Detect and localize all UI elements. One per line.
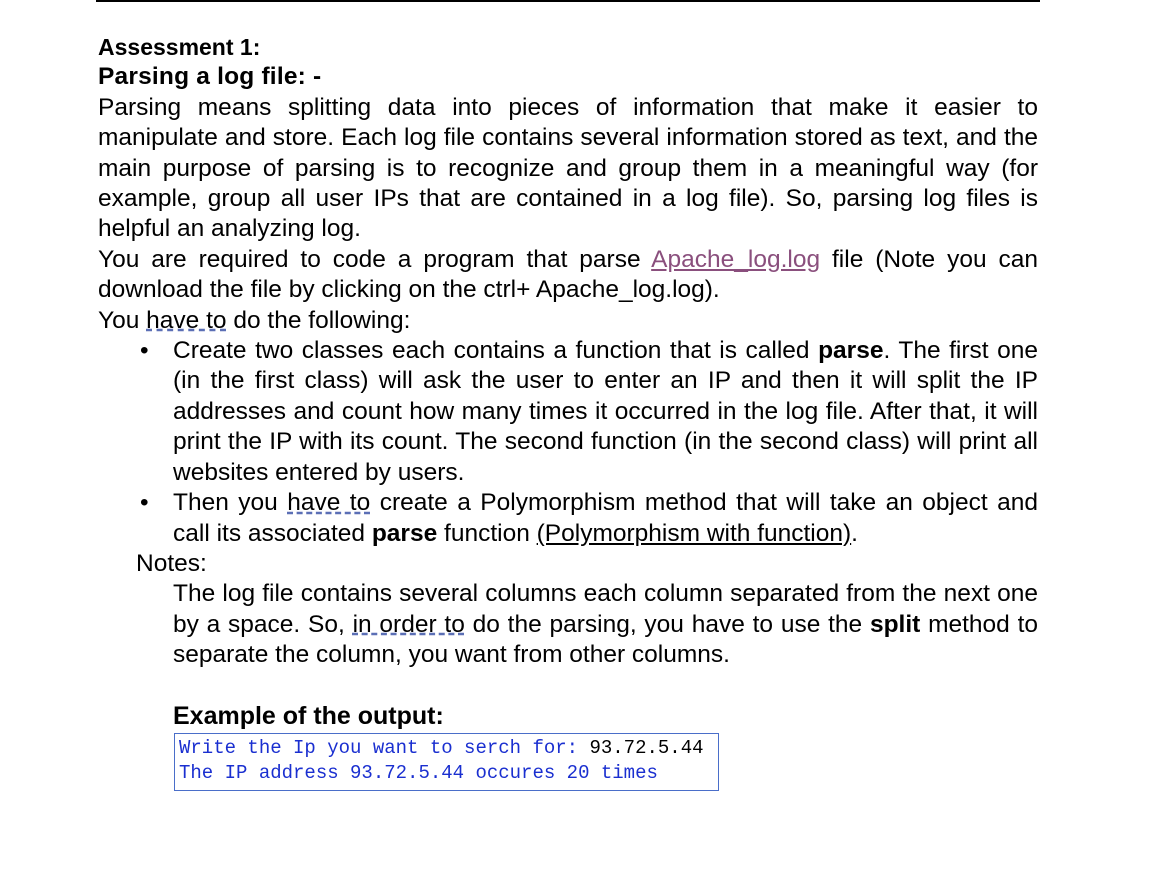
- notes-part2: do the parsing, you have to use the: [464, 610, 870, 638]
- bullet2-bold: parse: [371, 519, 438, 547]
- bullet1-part2: . The first one (in the first class) will ask the user to enter an IP and then it will split the IP addresses and count how many times it occurred in the log file. After that, it will print the IP with its count. The second function (in the second class) will print all websites entered by users.: [173, 337, 1038, 486]
- example-output-box: [174, 733, 719, 791]
- notes-part3: method to separate the column, you want from other columns.: [173, 610, 1039, 669]
- output-line-2: The IP address 93.72.5.44 occures 20 times: [179, 761, 658, 784]
- bullet2-part1: Then you: [173, 489, 288, 517]
- section-heading: Parsing a log file: -: [98, 63, 322, 91]
- top-rule: [96, 0, 1040, 2]
- bullet2-part2: create a Polymorphism method that will take an object and call its associated: [173, 489, 1038, 547]
- output-input-value: 93.72.5.44: [578, 736, 704, 759]
- bullet-marker: •: [140, 489, 149, 517]
- task-text-after: file (Note you can download the file by clicking on the ctrl+ Apache_log.log).: [98, 245, 1038, 304]
- following-line: [98, 306, 1038, 336]
- bullet2-part4: .: [851, 519, 858, 547]
- notes-bold: split: [869, 610, 921, 638]
- bullet2-underlined: (Polymorphism with function): [536, 519, 852, 547]
- bullet-item-classes: [98, 336, 1038, 488]
- intro-paragraph: Parsing means splitting data into pieces of information that make it easier to manipulate and store. Each log file contains several information stored as text, and the main purpose of parsing is to recognize and group them in a meaningful way (for example, group all user IPs that are contained in a log file). So, parsing log files is helpful an analyzing log.: [98, 93, 1038, 243]
- assessment-title: Assessment 1:: [98, 34, 261, 60]
- bullet-item-polymorphism: [98, 488, 1038, 549]
- document-body: [98, 32, 1038, 791]
- apache-log-link[interactable]: Apache_log.log: [651, 245, 821, 273]
- notes-part1: The log file contains several columns each column separated from the next one by a space. So,: [173, 580, 1038, 638]
- bullet1-bold: parse: [818, 337, 884, 365]
- notes-body: [98, 579, 1038, 670]
- bullet2-part3: function: [437, 519, 537, 547]
- bullet2-dotted: have to: [287, 489, 371, 517]
- following-suffix: do the following:: [226, 306, 411, 334]
- following-prefix: You: [98, 306, 147, 334]
- task-text-before: You are required to code a program that parse: [98, 245, 652, 273]
- example-title: Example of the output:: [173, 701, 444, 730]
- following-dotted: have to: [146, 306, 227, 334]
- bullet1-part1: Create two classes each contains a function that is called: [173, 337, 819, 365]
- task-paragraph: [98, 245, 1038, 306]
- output-prompt: Write the Ip you want to serch for:: [179, 736, 579, 759]
- task-bullet-list: [98, 336, 1038, 549]
- notes-label: Notes:: [136, 549, 207, 577]
- bullet-marker: •: [140, 337, 149, 365]
- notes-dotted: in order to: [352, 610, 465, 638]
- output-line-1: [179, 736, 714, 761]
